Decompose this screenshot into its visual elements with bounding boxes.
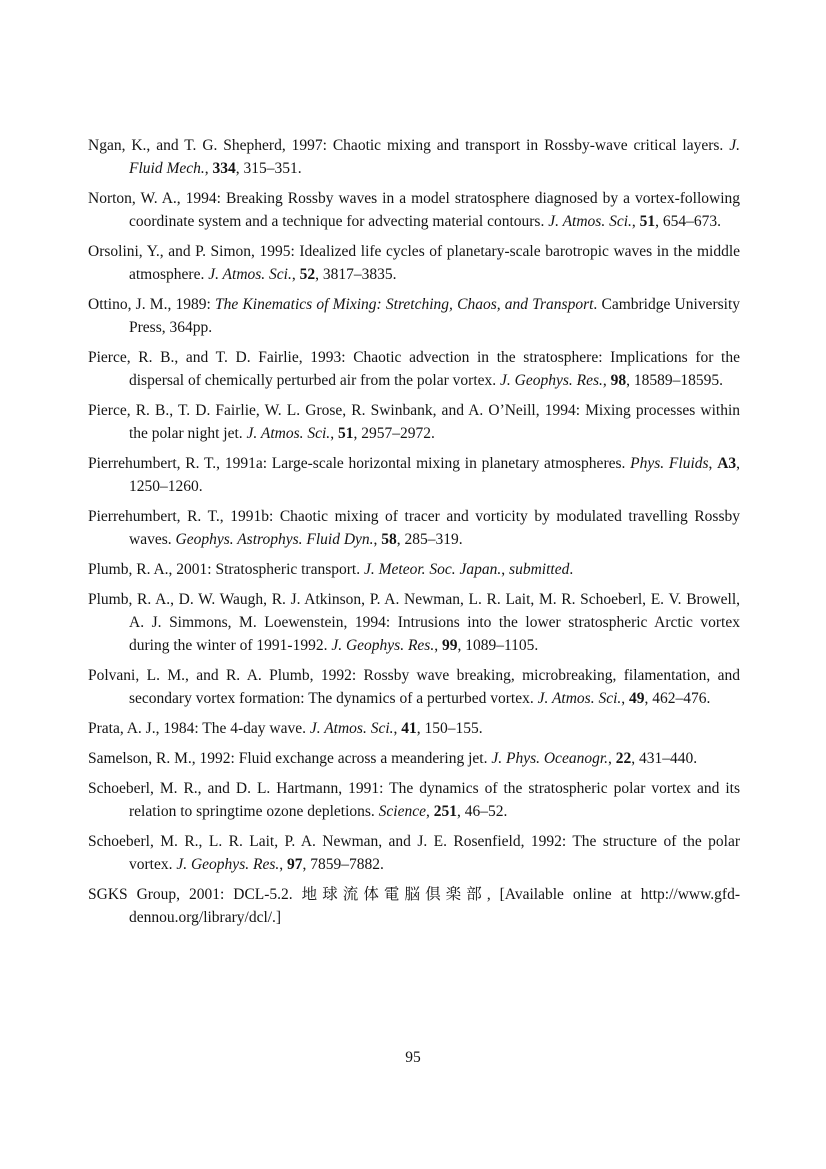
reference-text-segment: J. Atmos. Sci. — [208, 266, 292, 283]
reference-text-segment: J. Phys. Oceanogr. — [491, 750, 609, 767]
reference-entry — [88, 777, 740, 823]
reference-entry — [88, 588, 740, 657]
reference-text-segment: 334 — [212, 160, 236, 177]
reference-text-segment: Pierce, R. B., T. D. Fairlie, W. L. Grose, R. Swinbank, and A. O’Neill, 1994: Mixing processes within the polar night jet. — [88, 402, 740, 442]
reference-text-segment: , — [708, 455, 718, 472]
reference-text-segment: Pierrehumbert, R. T., 1991a: Large-scale horizontal mixing in planetary atmospheres. — [88, 455, 631, 472]
reference-text-segment: Geophys. Astrophys. Fluid Dyn. — [175, 531, 374, 548]
reference-text-segment: , — [631, 213, 640, 230]
reference-text-segment: The Kinematics of Mixing: Stretching, Chaos, and Transport — [215, 296, 594, 313]
reference-entry — [88, 134, 740, 180]
reference-entry — [88, 293, 740, 339]
reference-text-segment: , — [373, 531, 382, 548]
page-number: 95 — [405, 1049, 421, 1066]
reference-text-segment: , — [279, 856, 287, 873]
reference-text-segment: , 2957–2972. — [353, 425, 435, 442]
reference-text-segment: 22 — [615, 750, 632, 767]
reference-text-segment: J. Atmos. Sci. — [309, 720, 394, 737]
reference-text-segment: , 150–155. — [416, 720, 483, 737]
reference-text-segment: J. Geophys. Res. — [331, 637, 435, 654]
reference-text-segment: Pierce, R. B., and T. D. Fairlie, 1993: Chaotic advection in the stratosphere: Implications for the dispersal of chemically perturbed air from the polar vortex. — [88, 349, 740, 389]
reference-text-segment: J. Fluid Mech. — [129, 137, 740, 177]
reference-text-segment: submitted — [509, 561, 570, 578]
reference-text-segment: A3 — [717, 455, 737, 472]
reference-text-segment: , 1250–1260. — [129, 455, 741, 495]
reference-text-segment: 99 — [441, 637, 458, 654]
reference-text-segment: Phys. Fluids — [630, 455, 709, 472]
reference-entry — [88, 505, 740, 551]
reference-text-segment: Schoeberl, M. R., and D. L. Hartmann, 1991: The dynamics of the stratospheric polar vortex and its relation to springtime ozone depletions. — [88, 780, 740, 820]
reference-text-segment: , — [501, 561, 510, 578]
reference-entry — [88, 346, 740, 392]
reference-entry — [88, 452, 740, 498]
reference-text-segment: Science — [378, 803, 426, 820]
reference-text-segment: , 315–351. — [235, 160, 302, 177]
reference-text-segment: Samelson, R. M., 1992: Fluid exchange across a meandering jet. — [88, 750, 492, 767]
reference-text-segment: J. Meteor. Soc. Japan. — [363, 561, 502, 578]
reference-text-segment: Polvani, L. M., and R. A. Plumb, 1992: Rossby wave breaking, microbreaking, filamentation, and secondary vortex formation: The dynamics of a perturbed vortex. — [88, 667, 740, 707]
reference-entry — [88, 664, 740, 710]
reference-entry — [88, 558, 740, 581]
reference-list — [88, 134, 740, 936]
reference-text-segment: 98 — [610, 372, 627, 389]
reference-text-segment: 51 — [337, 425, 354, 442]
reference-text-segment: , 3817–3835. — [315, 266, 397, 283]
reference-text-segment: 58 — [381, 531, 397, 548]
reference-text-segment: , — [291, 266, 300, 283]
reference-text-segment: Norton, W. A., 1994: Breaking Rossby waves in a model stratosphere diagnosed by a vortex-following coordinate system and a technique for advecting material contours. — [88, 190, 740, 230]
reference-text-segment: , — [330, 425, 338, 442]
reference-entry — [88, 717, 740, 740]
reference-text-segment: Orsolini, Y., and P. Simon, 1995: Idealized life cycles of planetary-scale barotropic waves in the middle atmosphere. — [88, 243, 740, 283]
reference-text-segment: , 462–476. — [644, 690, 711, 707]
reference-text-segment: Schoeberl, M. R., L. R. Lait, P. A. Newman, and J. E. Rosenfield, 1992: The structure of the polar vortex. — [88, 833, 740, 873]
reference-text-segment: , 654–673. — [655, 213, 722, 230]
reference-text-segment: 41 — [401, 720, 417, 737]
reference-text-segment: , 18589–18595. — [626, 372, 724, 389]
reference-text-segment: . Cambridge University Press, 364pp. — [129, 296, 740, 336]
reference-text-segment: J. Atmos. Sci. — [537, 690, 622, 707]
reference-text-segment: 49 — [629, 690, 645, 707]
reference-text-segment: Plumb, R. A., D. W. Waugh, R. J. Atkinson, P. A. Newman, L. R. Lait, M. R. Schoeberl, E. V. Browell, A. J. Simmons, M. Loewenstein, 1994: Intrusions into the lower stratospheric Arctic vortex during the winter of 1991-1992. — [88, 591, 740, 654]
reference-text-segment: 52 — [299, 266, 316, 283]
reference-text-segment: , — [434, 637, 442, 654]
reference-text-segment: , 7859–7882. — [302, 856, 384, 873]
reference-text-segment: J. Geophys. Res. — [500, 372, 603, 389]
reference-text-segment: , 431–440. — [631, 750, 698, 767]
reference-text-segment: , — [393, 720, 402, 737]
reference-text-segment: , — [426, 803, 434, 820]
reference-text-segment: Pierrehumbert, R. T., 1991b: Chaotic mixing of tracer and vorticity by modulated travelling Rossby waves. — [88, 508, 740, 548]
reference-text-segment: Ngan, K., and T. G. Shepherd, 1997: Chaotic mixing and transport in Rossby-wave critical layers. — [88, 137, 730, 154]
reference-text-segment: Ottino, J. M., 1989: — [88, 296, 216, 313]
reference-text-segment: 97 — [286, 856, 303, 873]
reference-text-segment: , — [621, 690, 630, 707]
reference-text-segment: 251 — [433, 803, 457, 820]
reference-text-segment: , 46–52. — [457, 803, 508, 820]
reference-text-segment: J. Atmos. Sci. — [548, 213, 632, 230]
reference-text-segment: Plumb, R. A., 2001: Stratospheric transport. — [88, 561, 364, 578]
reference-text-segment: 51 — [639, 213, 656, 230]
reference-entry — [88, 399, 740, 445]
reference-text-segment: . — [569, 561, 574, 578]
reference-text-segment: J. Atmos. Sci. — [246, 425, 331, 442]
reference-text-segment: , — [204, 160, 213, 177]
reference-entry — [88, 187, 740, 233]
reference-entry — [88, 240, 740, 286]
reference-entry — [88, 830, 740, 876]
reference-text-segment: Prata, A. J., 1984: The 4-day wave. — [88, 720, 310, 737]
reference-text-segment: J. Geophys. Res. — [176, 856, 280, 873]
reference-entry — [88, 747, 740, 770]
reference-text-segment: SGKS Group, 2001: DCL-5.2. 地球流体電脳倶楽部, [Available online at http://www.gfd-dennou.org/library/dcl/.] — [88, 886, 740, 926]
reference-text-segment: , 285–319. — [396, 531, 463, 548]
reference-text-segment: , — [608, 750, 616, 767]
reference-text-segment: , — [602, 372, 611, 389]
reference-text-segment: , 1089–1105. — [457, 637, 539, 654]
reference-entry — [88, 883, 740, 929]
